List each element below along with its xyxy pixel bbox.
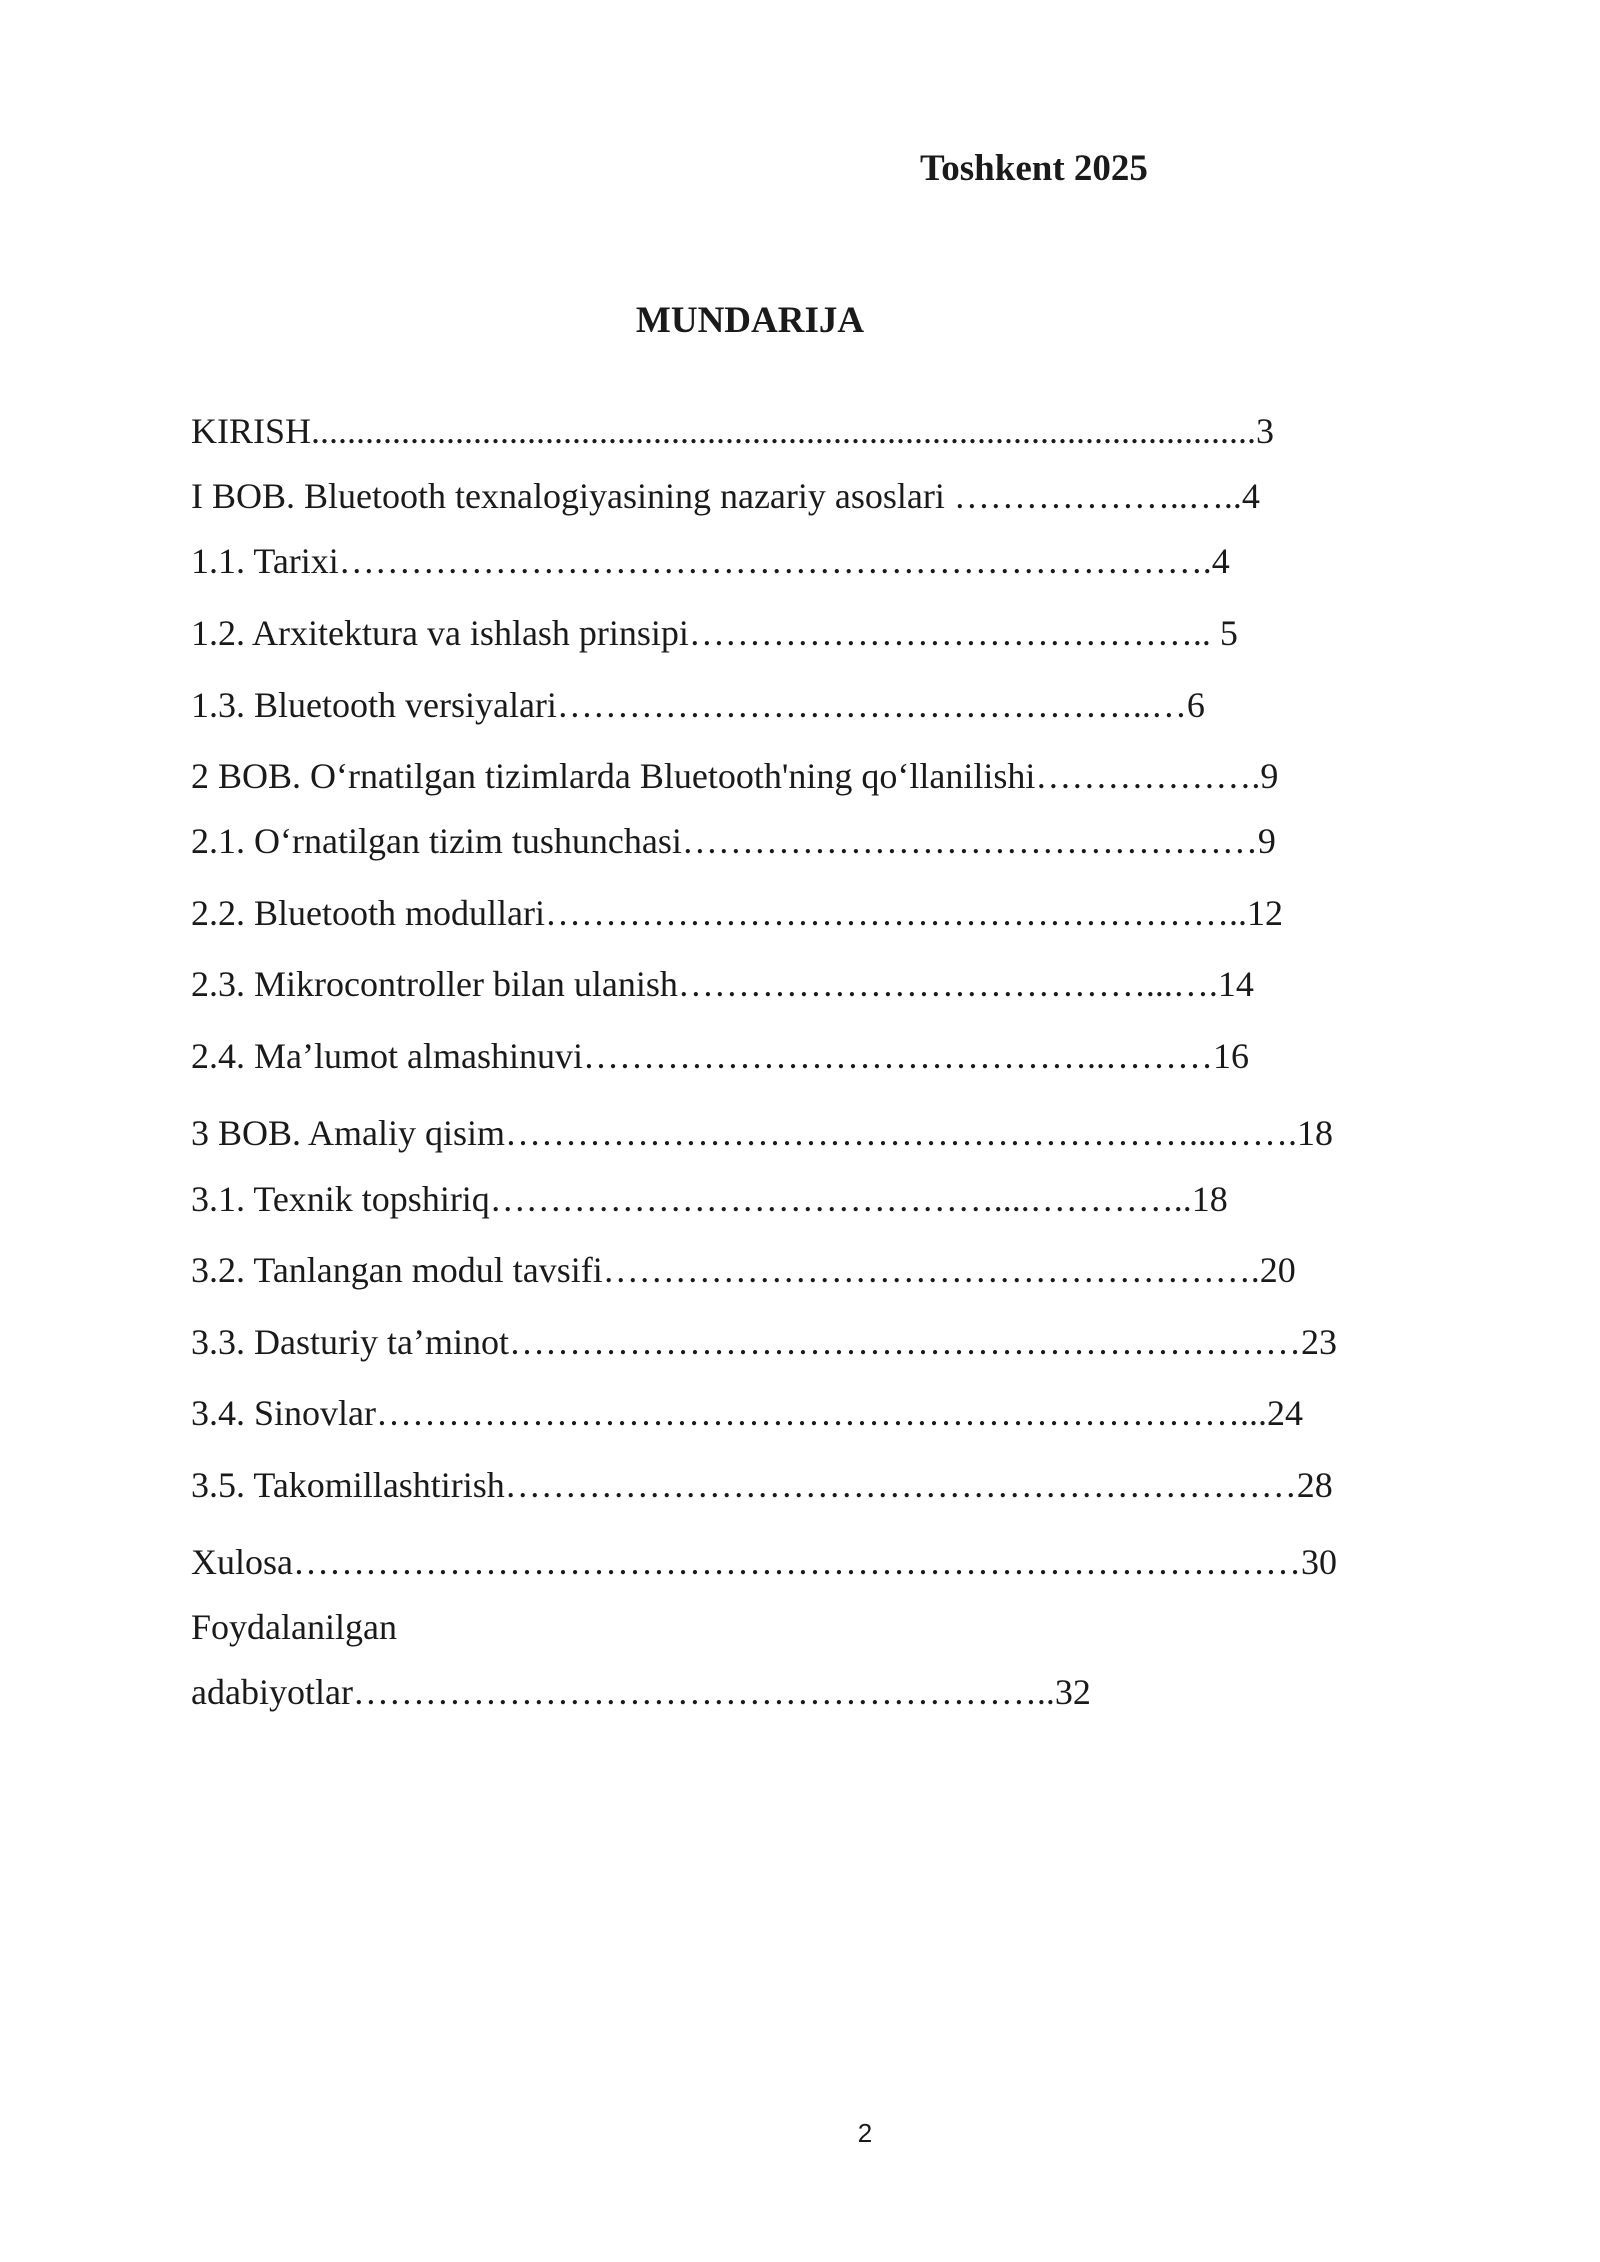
toc-entry-1-1: 1.1. Tarixi……………………………………………………………….4 bbox=[191, 541, 1230, 581]
toc-entry-chapter-3: 3 BOB. Amaliy qisim…………………………………………………...…….18 bbox=[191, 1113, 1334, 1153]
toc-entry-2-4: 2.4. Ma’lumot almashinuvi……………………………………..………16 bbox=[191, 1036, 1249, 1076]
toc-entry-2-2: 2.2. Bluetooth modullari…………………………………………………..12 bbox=[191, 893, 1283, 933]
toc-entry-2-3: 2.3. Mikrocontroller bilan ulanish…………………………………...….14 bbox=[191, 964, 1254, 1004]
toc-entry-xulosa: Xulosa…………………………………………………………………………30 bbox=[191, 1542, 1337, 1582]
toc-entry-3-3: 3.3. Dasturiy ta’minot…………………………………………………………23 bbox=[191, 1322, 1337, 1362]
toc-entry-3-5: 3.5. Takomillashtirish…………………………………………………………28 bbox=[191, 1465, 1333, 1505]
toc-entry-references-line-2: adabiyotlar…………………………………………………..32 bbox=[191, 1672, 1091, 1712]
toc-entry-2-1: 2.1. O‘rnatilgan tizim tushunchasi…………………………………………9 bbox=[191, 821, 1276, 861]
toc-entry-1-3: 1.3. Bluetooth versiyalari…………………………………………..…6 bbox=[191, 685, 1205, 725]
toc-entry-references-line-1: Foydalanilgan bbox=[191, 1607, 397, 1647]
toc-title: MUNDARIJA bbox=[635, 300, 865, 341]
toc-entry-1-2: 1.2. Arxitektura va ishlash prinsipi…………………………………….. 5 bbox=[191, 613, 1238, 653]
toc-entry-kirish: KIRISH.........................................................................................................3 bbox=[191, 411, 1275, 451]
page-number: 2 bbox=[857, 2118, 873, 2148]
city-year-heading: Toshkent 2025 bbox=[920, 148, 1148, 189]
toc-entry-chapter-1: I BOB. Bluetooth texnalogiyasining nazariy asoslari ………………..…..4 bbox=[191, 476, 1260, 516]
toc-entry-chapter-2: 2 BOB. O‘rnatilgan tizimlarda Bluetooth'ning qo‘llanilishi……………….9 bbox=[191, 756, 1279, 796]
toc-entry-3-2: 3.2. Tanlangan modul tavsifi……………………………………………….20 bbox=[191, 1250, 1296, 1290]
toc-entry-3-4: 3.4. Sinovlar………………………………………………………………...24 bbox=[191, 1393, 1303, 1433]
toc-entry-3-1: 3.1. Texnik topshiriq……………………………………....…………..18 bbox=[191, 1179, 1228, 1219]
